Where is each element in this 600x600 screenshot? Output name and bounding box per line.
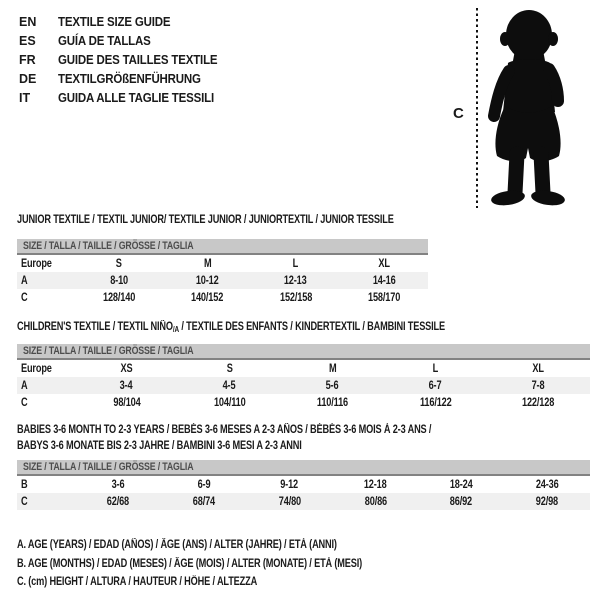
size-cell: XS xyxy=(120,362,133,375)
table-row xyxy=(17,272,428,289)
row-label: B xyxy=(21,478,28,491)
row-label: A xyxy=(21,274,28,287)
language-code: DE xyxy=(19,72,37,86)
value-cell: 98/104 xyxy=(112,396,141,409)
value-cell: 3-4 xyxy=(120,379,133,392)
size-cell: S xyxy=(226,362,233,375)
size-cell: L xyxy=(292,257,299,270)
value-cell: 8-10 xyxy=(110,274,129,287)
row-label: Europe xyxy=(21,257,52,270)
language-code: EN xyxy=(19,15,37,29)
height-measure-label: C xyxy=(453,105,464,122)
children-section-heading xyxy=(17,320,552,338)
language-row xyxy=(19,32,231,51)
value-cell: 110/116 xyxy=(316,396,349,409)
guide-title: GUIDE DES TAILLES TEXTILE xyxy=(58,53,218,67)
size-bar xyxy=(17,239,428,255)
value-cell: 5-6 xyxy=(326,379,339,392)
value-cell: 3-6 xyxy=(111,478,125,491)
footnote-a: A. AGE (YEARS) / EDAD (AÑOS) / ÂGE (ANS) / ALTER (JAHRE) / ETÀ (ANNI) xyxy=(17,539,337,551)
junior-size-table xyxy=(17,239,428,306)
value-cell: 80/86 xyxy=(364,495,387,508)
row-label: C xyxy=(21,396,28,409)
value-cell: 6-9 xyxy=(197,478,211,491)
value-cell: 18-24 xyxy=(449,478,473,491)
size-bar-label: SIZE / TALLA / TAILLE / GRÖSSE / TAGLIA xyxy=(23,240,194,252)
value-cell: 104/110 xyxy=(213,396,246,409)
value-cell: 128/140 xyxy=(103,291,136,304)
table-row xyxy=(17,255,428,272)
size-cell: M xyxy=(328,362,337,375)
value-cell: 24-36 xyxy=(535,478,559,491)
size-bar-label: SIZE / TALLA / TAILLE / GRÖSSE / TAGLIA xyxy=(23,345,194,357)
junior-section-heading xyxy=(17,213,488,229)
footnote-b: B. AGE (MONTHS) / EDAD (MESES) / ÂGE (MOIS) / ALTER (MONATE) / ETÀ (MESI) xyxy=(17,557,363,570)
language-code: FR xyxy=(19,53,36,67)
size-cell: S xyxy=(116,257,123,270)
babies-heading-line1: BABIES 3-6 MONTH TO 2-3 YEARS / BEBÉS 3-6 MESES A 2-3 AÑOS / BÉBÉS 3-6 MOIS À 2-3 ANS / xyxy=(17,424,432,436)
size-cell: XL xyxy=(378,257,390,270)
language-row xyxy=(19,51,231,70)
row-label: A xyxy=(21,379,28,392)
language-row xyxy=(19,13,231,32)
value-cell: 86/92 xyxy=(450,495,473,508)
row-label: Europe xyxy=(21,362,52,375)
value-cell: 68/74 xyxy=(192,495,215,508)
value-cell: 74/80 xyxy=(278,495,301,508)
value-cell: 92/98 xyxy=(535,495,559,508)
value-cell: 158/170 xyxy=(367,291,400,304)
size-cell: XL xyxy=(532,362,545,375)
size-cell: M xyxy=(203,257,212,270)
measure-footnotes xyxy=(17,536,448,592)
value-cell: 12-13 xyxy=(284,274,307,287)
size-bar xyxy=(17,460,590,476)
children-heading-text: CHILDREN'S TEXTILE / TEXTIL $NIÑO_{/A}$ / TEXTILE DES ENFANTS / KINDERTEXTIL / BAMBINI TESSILE xyxy=(17,321,445,334)
row-label: C xyxy=(21,291,28,304)
junior-heading-text: JUNIOR TEXTILE / TEXTIL JUNIOR/ TEXTILE JUNIOR / JUNIORTEXTIL / JUNIOR TESSILE xyxy=(17,214,394,226)
language-code: ES xyxy=(19,34,36,48)
table-row xyxy=(17,377,590,394)
babies-section-heading xyxy=(17,423,535,454)
value-cell: 140/152 xyxy=(191,291,224,304)
guide-title: TEXTILE SIZE GUIDE xyxy=(58,15,171,29)
size-cell: L xyxy=(432,362,439,375)
babies-heading-line2: BABYS 3-6 MONATE BIS 2-3 JAHRE / BAMBINI 3-6 MESI A 2-3 ANNI xyxy=(17,439,302,452)
value-cell: 9-12 xyxy=(280,478,299,491)
value-cell: 62/68 xyxy=(106,495,130,508)
table-row xyxy=(17,289,428,306)
baby-silhouette-icon xyxy=(481,8,576,208)
height-measure-dotted-line xyxy=(476,8,478,208)
table-row xyxy=(17,394,590,411)
language-row xyxy=(19,89,231,108)
size-bar xyxy=(17,344,590,360)
value-cell: 122/128 xyxy=(522,396,555,409)
value-cell: 7-8 xyxy=(532,379,545,392)
value-cell: 116/122 xyxy=(419,396,452,409)
guide-title: GUIDA ALLE TAGLIE TESSILI xyxy=(58,91,214,105)
value-cell: 152/158 xyxy=(279,291,312,304)
value-cell: 14-16 xyxy=(372,274,396,287)
guide-title: GUÍA DE TALLAS xyxy=(58,34,151,48)
table-row xyxy=(17,360,590,377)
guide-title: TEXTILGRÖßENFÜHRUNG xyxy=(58,72,201,86)
value-cell: 10-12 xyxy=(195,274,219,287)
table-row xyxy=(17,493,590,510)
row-label: C xyxy=(21,495,28,508)
language-code: IT xyxy=(19,91,31,105)
language-row xyxy=(19,70,231,89)
value-cell: 6-7 xyxy=(429,379,442,392)
babies-size-table xyxy=(17,460,590,510)
size-bar-label: SIZE / TALLA / TAILLE / GRÖSSE / TAGLIA xyxy=(23,461,194,473)
language-title-list xyxy=(19,13,231,108)
value-cell: 4-5 xyxy=(223,379,236,392)
children-size-table xyxy=(17,344,590,411)
value-cell: 12-18 xyxy=(364,478,387,491)
table-row xyxy=(17,476,590,493)
footnote-c: C. (cm) HEIGHT / ALTURA / HAUTEUR / HÖHE / ALTEZZA xyxy=(17,576,258,588)
